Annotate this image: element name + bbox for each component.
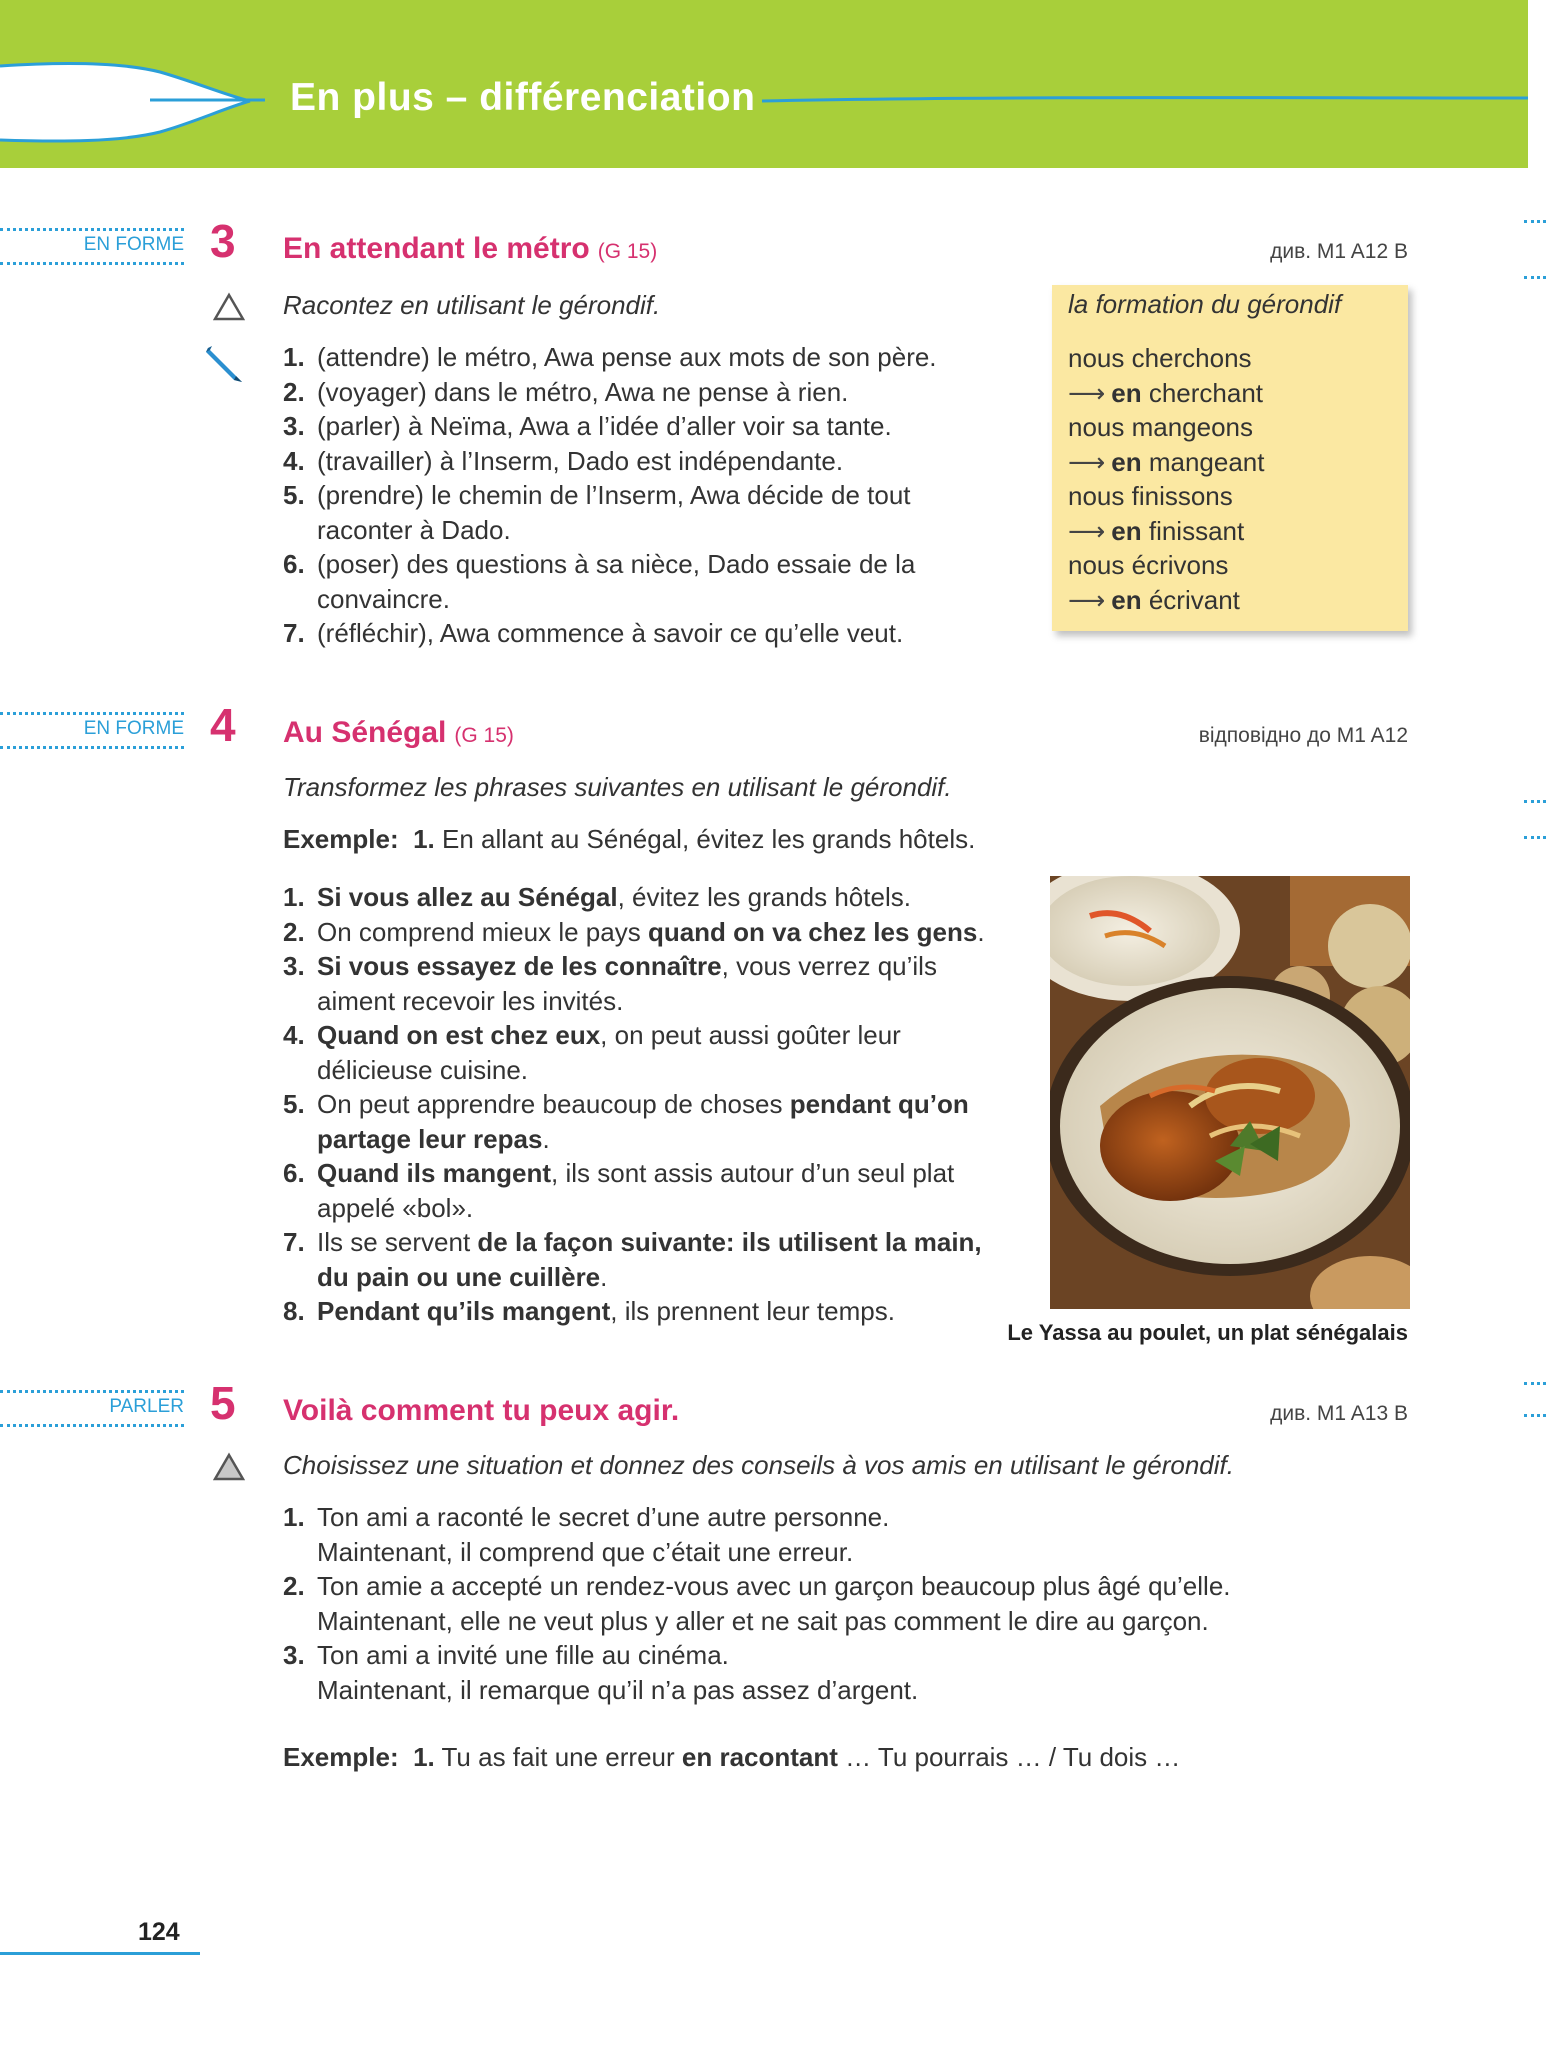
exercise-instruction: Racontez en utilisant le gérondif. — [283, 290, 661, 320]
list-item — [283, 340, 1003, 375]
bold-text: en — [1111, 584, 1142, 615]
list-item — [283, 1156, 1003, 1225]
exercise-title — [283, 716, 514, 750]
exercise-example — [283, 1742, 1180, 1773]
list-item — [283, 1225, 1003, 1294]
edge-marker — [1524, 800, 1546, 803]
list-item — [283, 1638, 1283, 1707]
exercise-number: 5 — [210, 1377, 236, 1429]
exercise-items — [283, 1500, 1283, 1707]
grammar-text: cherchant — [1141, 377, 1264, 408]
item-number: 6. — [283, 1158, 305, 1188]
item-number: 1. — [283, 1502, 305, 1532]
item-text: , évitez les grands hôtels. — [617, 882, 911, 912]
list-item — [283, 375, 1003, 410]
item-number: 3. — [283, 411, 305, 441]
example-label: Exemple: — [283, 824, 399, 854]
bold-text: en racontant — [681, 1742, 838, 1772]
item-text: , on peut aussi goûter leur — [600, 1020, 901, 1050]
bold-text: Si vous allez au Sénégal — [317, 882, 618, 912]
bold-text: Quand ils mangent — [317, 1158, 552, 1188]
item-number: 2. — [283, 916, 305, 947]
item-number: 6. — [283, 549, 305, 579]
item-text: aiment recevoir les invités. — [317, 985, 624, 1016]
grammar-ref: (G 15) — [597, 240, 658, 263]
grammar-line — [1068, 479, 1265, 514]
section-tag-label: PARLER — [109, 1396, 184, 1417]
exercise-crossref: див. M1 A13 B — [1270, 1402, 1408, 1425]
item-text: (réfléchir), Awa commence à savoir ce qu’elle veut. — [317, 618, 904, 648]
grammar-ref: (G 15) — [454, 724, 514, 747]
item-text: délicieuse cuisine. — [317, 1054, 529, 1085]
list-item — [283, 880, 1003, 915]
list-item — [283, 616, 1003, 651]
item-text: Tu as fait une erreur — [441, 1742, 682, 1772]
item-number: 5. — [283, 480, 305, 510]
triangle-icon — [213, 292, 245, 322]
item-number: 4. — [283, 1020, 305, 1050]
edge-marker — [1524, 1414, 1546, 1417]
item-text: Maintenant, elle ne veut plus y aller et ne sait pas comment le dire au garçon. — [317, 1605, 1209, 1636]
grammar-box-lines — [1068, 341, 1265, 617]
item-text: , ils prennent leur temps. — [610, 1296, 895, 1326]
exercise-title-text: En attendant le métro — [283, 232, 590, 265]
section-tag-label: EN FORME — [83, 718, 184, 739]
edge-marker — [1524, 1382, 1546, 1385]
item-number: 4. — [283, 445, 305, 476]
grammar-text: nous finissons — [1068, 481, 1233, 511]
item-number: 1. — [283, 882, 305, 912]
bold-text: du pain ou une cuillère — [317, 1261, 601, 1292]
item-text: Maintenant, il comprend que c’était une erreur. — [317, 1536, 854, 1567]
bold-text: partage leur repas — [317, 1123, 543, 1154]
exercise-crossref: відповідно до M1 A12 — [1198, 724, 1408, 747]
list-item — [283, 1294, 1003, 1329]
grammar-line — [1068, 410, 1265, 445]
bold-text: Quand on est chez eux — [317, 1020, 601, 1050]
list-item — [283, 1500, 1283, 1569]
bold-text: en — [1111, 515, 1142, 546]
bold-text: pendant qu’on — [789, 1089, 969, 1119]
bold-text: quand on va chez les gens — [647, 916, 978, 947]
edge-marker — [1524, 836, 1546, 839]
item-text: (poser) des questions à sa nièce, Dado essaie de la — [317, 549, 916, 579]
banner-swoosh — [0, 0, 1528, 168]
exercise-title-text: Au Sénégal — [283, 716, 447, 749]
edge-marker — [1524, 276, 1546, 279]
bold-text: Pendant qu’ils mangent — [317, 1296, 611, 1326]
page-number: 124 — [138, 1918, 180, 1946]
exercise-items — [283, 880, 1003, 1329]
item-text: , ils sont assis autour d’un seul plat — [551, 1158, 955, 1188]
exercise-crossref: див. M1 A12 B — [1270, 240, 1408, 263]
list-item — [283, 478, 1003, 547]
exercise-number: 4 — [210, 699, 236, 751]
grammar-line — [1068, 376, 1265, 411]
list-item — [283, 1087, 1003, 1156]
bold-text: de la façon suivante: ils utilisent la main, — [477, 1227, 982, 1257]
exercise-title — [283, 232, 657, 266]
example-text — [442, 1742, 1181, 1772]
item-text: … Tu pourrais … / Tu dois … — [837, 1742, 1181, 1772]
example-number: 1. — [413, 824, 435, 854]
list-item — [283, 444, 1003, 479]
exercise-instruction: Transformez les phrases suivantes en utilisant le gérondif. — [283, 772, 952, 802]
item-text: (travailler) à l’Inserm, Dado est indépendante. — [317, 445, 844, 476]
grammar-text: écrivant — [1141, 584, 1240, 615]
item-text: Ton ami a invité une fille au cinéma. — [317, 1640, 729, 1670]
page-title: En plus – différenciation — [290, 76, 756, 119]
exercise-number: 3 — [210, 215, 236, 267]
grammar-line — [1068, 583, 1265, 618]
list-item — [283, 1018, 1003, 1087]
item-number: 3. — [283, 951, 305, 981]
list-item — [283, 915, 1003, 950]
item-text: raconter à Dado. — [317, 514, 511, 545]
grammar-text: finissant — [1141, 515, 1245, 546]
header-banner — [0, 0, 1528, 168]
item-number: 7. — [283, 1227, 305, 1257]
item-text: . — [600, 1261, 608, 1292]
edge-marker — [1524, 220, 1546, 223]
item-text: Ton amie a accepté un rendez-vous avec un garçon beaucoup plus âgé qu’elle. — [317, 1571, 1231, 1601]
grammar-text: nous mangeons — [1068, 412, 1254, 442]
bold-text: en — [1111, 446, 1142, 477]
item-text: (attendre) le métro, Awa pense aux mots de son père. — [317, 342, 937, 372]
item-text: Ils se servent — [317, 1227, 478, 1257]
list-item — [283, 409, 1003, 444]
item-text: . — [542, 1123, 550, 1154]
photo-caption: Le Yassa au poulet, un plat sénégalais — [1007, 1320, 1408, 1345]
grammar-text: mangeant — [1141, 446, 1265, 477]
grammar-line — [1068, 548, 1265, 583]
yassa-photo — [1050, 876, 1410, 1309]
exercise-instruction: Choisissez une situation et donnez des conseils à vos amis en utilisant le gérondif. — [283, 1450, 1234, 1480]
exercise-items — [283, 340, 1003, 651]
item-number: 1. — [283, 342, 305, 372]
arrow-icon: ⟶ — [1068, 446, 1106, 477]
example-text: En allant au Sénégal, évitez les grands hôtels. — [441, 824, 976, 854]
section-tag-en-forme — [0, 228, 184, 266]
item-number: 3. — [283, 1640, 305, 1670]
grammar-line — [1068, 445, 1265, 480]
page-rule — [0, 1952, 200, 1955]
list-item — [283, 547, 1003, 616]
grammar-line — [1068, 341, 1265, 376]
item-text: convaincre. — [317, 583, 450, 614]
item-text: appelé «bol». — [317, 1192, 474, 1223]
triangle-icon — [213, 1452, 245, 1482]
item-text: Maintenant, il remarque qu’il n’a pas assez d’argent. — [317, 1674, 919, 1705]
section-tag-en-forme — [0, 712, 184, 750]
example-label: Exemple: — [283, 1742, 399, 1772]
item-text: On peut apprendre beaucoup de choses — [317, 1089, 790, 1119]
example-number: 1. — [413, 1742, 435, 1772]
section-tag-label: EN FORME — [83, 234, 184, 255]
item-text: (prendre) le chemin de l’Inserm, Awa décide de tout — [317, 480, 911, 510]
item-text: Ton ami a raconté le secret d’une autre personne. — [317, 1502, 890, 1532]
arrow-icon: ⟶ — [1068, 515, 1106, 546]
pencil-icon — [202, 340, 248, 386]
arrow-icon: ⟶ — [1068, 584, 1106, 615]
exercise-title: Voilà comment tu peux agir. — [283, 1394, 680, 1427]
item-number: 5. — [283, 1089, 305, 1119]
item-text: . — [977, 916, 985, 947]
list-item — [283, 949, 1003, 1018]
item-number: 7. — [283, 618, 305, 648]
grammar-box-title: la formation du gérondif — [1068, 289, 1342, 319]
arrow-icon: ⟶ — [1068, 377, 1106, 408]
item-text: On comprend mieux le pays — [317, 916, 648, 947]
bold-text: Si vous essayez de les connaître — [317, 951, 722, 981]
grammar-text: nous écrivons — [1068, 550, 1229, 580]
item-number: 8. — [283, 1296, 305, 1326]
section-tag-parler — [0, 1390, 184, 1428]
item-text: (voyager) dans le métro, Awa ne pense à rien. — [317, 376, 849, 407]
item-number: 2. — [283, 1571, 305, 1601]
list-item — [283, 1569, 1283, 1638]
item-number: 2. — [283, 376, 305, 407]
grammar-text: nous cherchons — [1068, 343, 1252, 373]
item-text: (parler) à Neïma, Awa a l’idée d’aller voir sa tante. — [317, 411, 892, 441]
bold-text: en — [1111, 377, 1142, 408]
grammar-line — [1068, 514, 1265, 549]
grammar-box — [1052, 285, 1408, 631]
exercise-example — [283, 824, 975, 855]
item-text: , vous verrez qu’ils — [721, 951, 937, 981]
